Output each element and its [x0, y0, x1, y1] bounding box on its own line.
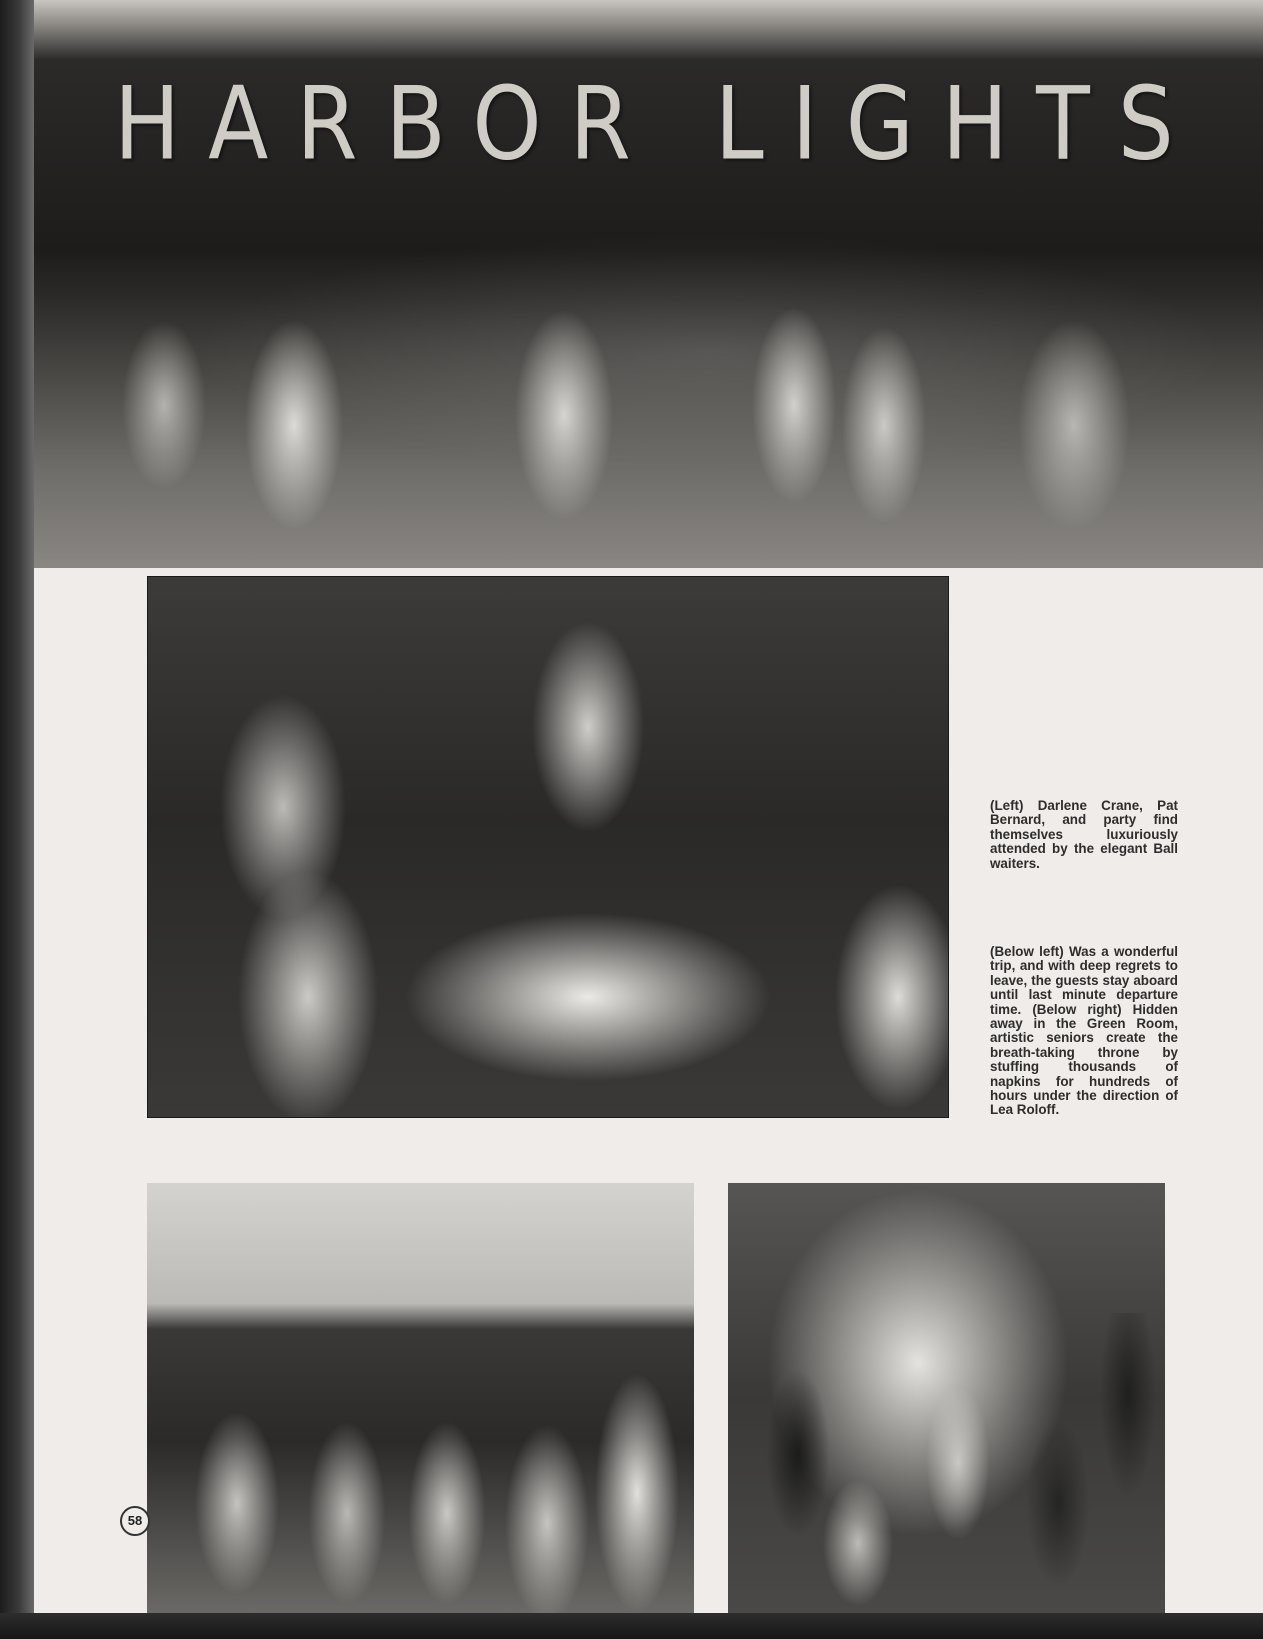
harbor-lights-banner: HARBOR LIGHTS [114, 64, 1202, 183]
guests-aboard-photo [147, 1183, 694, 1613]
table-waiters-photo [147, 576, 949, 1118]
caption-left-photo: (Left) Darlene Crane, Pat Bernard, and party find themselves luxuriously attended by the elegant Ball waiters. [990, 798, 1178, 871]
dancing-couples [34, 255, 1263, 568]
dance-floor-photo [34, 0, 1263, 568]
green-room-throne-photo [728, 1183, 1165, 1613]
seniors-group [728, 1313, 1165, 1613]
caption-below-photos: (Below left) Was a wonderful trip, and with deep regrets to leave, the guests stay aboard until last minute departure time. (Below right) Hidden away in the Green Room, artistic seniors create the breath-taking throne by stuffing thousands of napkins for hundreds of hours under the direction of Lea Roloff. [990, 944, 1178, 1118]
guests-group [147, 1353, 694, 1613]
page-binding-edge [0, 0, 34, 1639]
page-bottom-edge [0, 1613, 1263, 1639]
page-number: 58 [120, 1506, 150, 1536]
